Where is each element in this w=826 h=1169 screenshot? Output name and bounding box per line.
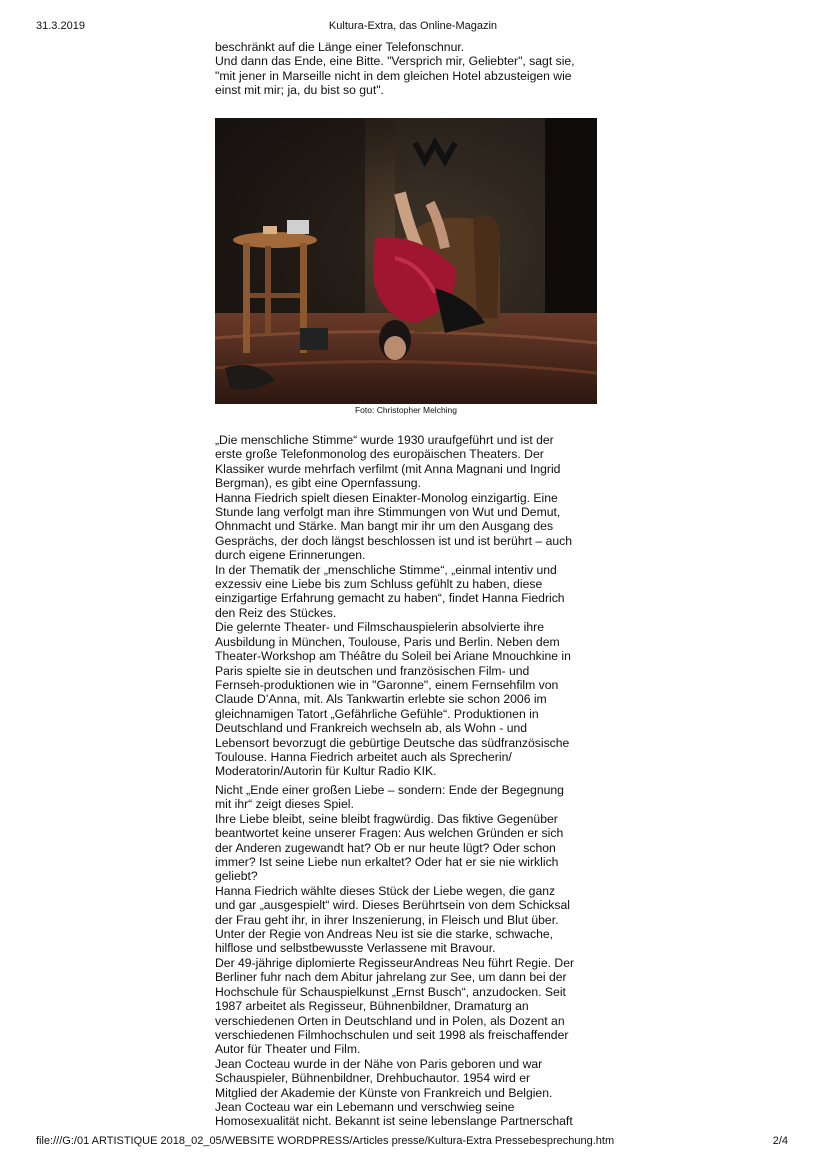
text-line: durch eigene Erinnerungen. [215,548,366,563]
text-line: Gesprächs, der doch längst beschlossen ist und ist berührt – auch [215,533,573,548]
text-line: Jean Cocteau wurde in der Nähe von Paris geboren und war [215,1056,543,1071]
text-line: Nicht „Ende einer großen Liebe – sondern: Ende der Begegnung [215,783,564,797]
text-line: Stunde lang verfolgt man ihre Stimmungen von Wut und Demut, [215,505,561,520]
text-line: der Frau geht ihr, in ihrer Inszenierung, in Fleisch und Blut über. [215,912,559,927]
article-section-1 [215,433,600,779]
text-line: Hanna Fiedrich spielt diesen Einakter-Monolog einzigartig. Eine [215,490,558,505]
text-line: Lebensort bevorzugt die gebürtige Deutsche das südfranzösische [215,735,570,750]
text-line: Klassiker wurde mehrfach verfilmt (mit Anna Magnani und Ingrid [215,461,561,476]
text-line: beantwortet keine unserer Fragen: Aus welchen Gründen er sich [215,826,564,841]
text-line: Toulouse. Hanna Fiedrich arbeitet auch als Sprecherin/ [215,749,512,764]
text-line: hilflose und selbstbewusste Verlassene mit Bravour. [215,941,496,956]
text-line: Hochschule für Schauspielkunst „Ernst Busch“, anzudocken. Seit [215,984,566,999]
text-line: In der Thematik der „menschliche Stimme“, „einmal intentiv und [215,562,557,577]
text-line: gleichnamigen Tatort „Gefährliche Gefühle“. Produktionen in [215,706,539,721]
text-line: beschränkt auf die Länge einer Telefonschnur. [215,40,465,54]
article-photo [215,118,597,404]
text-line: Hanna Fiedrich wählte dieses Stück der Liebe wegen, die ganz [215,883,556,898]
text-line: Deutschland und Frankreich wechseln ab, als Wohn - und [215,721,528,736]
text-line: den Reiz des Stückes. [215,605,337,620]
text-line: einzigartige Erfahrung gemacht zu haben“, findet Hanna Fiedrich [215,591,565,606]
text-line: verschiedenen Orten in Deutschland und in Polen, als Dozent an [215,1013,565,1028]
text-line: einst mit mir; ja, du bist so gut". [215,83,384,98]
text-line: Und dann das Ende, eine Bitte. "Versprich mir, Geliebter", sagt sie, [215,54,575,69]
text-line: „Die menschliche Stimme“ wurde 1930 uraufgeführt und ist der [215,433,554,447]
text-line: geliebt? [215,869,258,884]
text-line: Die gelernte Theater- und Filmschauspielerin absolvierte ihre [215,620,545,635]
text-line: Ausbildung in München, Toulouse, Paris und Berlin. Neben dem [215,634,560,649]
text-line: Schauspieler, Bühnenbildner, Drehbuchautor. 1954 wird er [215,1071,531,1086]
text-line: Mitglied der Akademie der Künste von Frankreich und Belgien. [215,1085,553,1100]
text-line: Moderatorin/Autorin für Kultur Radio KIK. [215,764,437,779]
text-line: der Anderen zugewandt hat? Ob er nur heute lügt? Oder schon [215,840,556,855]
text-line: 1987 arbeitet als Regisseur, Bühnenbildner, Dramaturg an [215,999,529,1014]
text-line: und gar „ausgespielt“ wird. Dieses Berührtsein von dem Schicksal [215,898,570,913]
text-line: mit ihr“ zeigt dieses Spiel. [215,797,354,812]
text-line: Autor für Theater und Film. [215,1042,361,1057]
text-line: Berliner fuhr nach dem Abitur jahrelang zur See, um dann bei der [215,970,567,985]
text-line: "mit jener in Marseille nicht in dem gleichen Hotel abzusteigen wie [215,68,572,83]
text-line: Claude D’Anna, mit. Als Tankwartin erlebte sie schon 2006 im [215,692,547,707]
text-line: Bergman), es gibt eine Opernfassung. [215,476,421,491]
text-line: Theater-Workshop am Théâtre du Soleil bei Ariane Mnouchkine in [215,649,571,664]
text-line: Jean Cocteau war ein Lebemann und verschwieg seine [215,1099,515,1114]
text-line: exzessiv eine Liebe bis zum Schluss gefühlt zu haben, diese [215,577,543,592]
text-line: Paris spielte sie in deutschen und französischen Film- und [215,663,530,678]
text-line: Unter der Regie von Andreas Neu ist sie die starke, schwache, [215,927,554,942]
stage-photo-image [215,118,597,404]
print-page-title: Kultura-Extra, das Online-Magazin [328,20,498,32]
text-line: Der 49-jährige diplomierte RegisseurAndreas Neu führt Regie. Der [215,955,575,970]
text-line: Fernseh-produktionen wie in "Garonne", einem Fernsehfilm von [215,677,559,692]
print-file-path: file:///G:/01 ARTISTIQUE 2018_02_05/WEBSITE WORDPRESS/Articles presse/Kultura-Extra Pressebesprechung.htm [36,1135,615,1147]
text-line: erste große Telefonmonolog des europäischen Theaters. Der [215,447,544,462]
text-line: Ihre Liebe bleibt, seine bleibt fragwürdig. Das fiktive Gegenüber [215,811,558,826]
print-date: 31.3.2019 [36,20,85,32]
print-page-number: 2/4 [772,1135,788,1147]
text-line: verschiedenen Filmhochschulen und seit 1998 als freischaffender [215,1027,569,1042]
article-section-2 [215,783,600,1129]
text-line: Ohnmacht und Stärke. Man bangt mir ihr um den Ausgang des [215,519,554,534]
text-line: immer? Ist seine Liebe nun erkaltet? Oder hat er sie nie wirklich [215,855,559,870]
intro-text [215,40,600,98]
photo-caption: Foto: Christopher Melching [354,405,458,415]
text-line: Homosexualität nicht. Bekannt ist seine lebenslange Partnerschaft [215,1114,573,1129]
